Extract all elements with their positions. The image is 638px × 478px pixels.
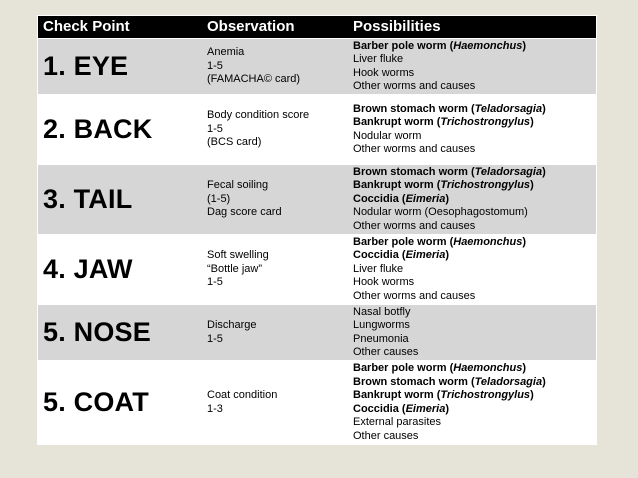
observation-line: 1-5: [207, 332, 223, 345]
observation-line: “Bottle jaw”: [207, 262, 263, 275]
observation-cell: [200, 95, 350, 164]
possibility-text-end: ): [530, 389, 534, 401]
possibility-item: [353, 67, 596, 81]
observation-line: (FAMACHA© card): [207, 73, 301, 86]
scientific-name: Haemonchus: [453, 235, 523, 248]
possibility-item: [353, 403, 596, 417]
possibility-text-end: ): [445, 402, 449, 415]
observation-cell: [200, 165, 350, 234]
possibility-text-end: ): [542, 375, 546, 388]
observation-line: Soft swelling: [207, 249, 269, 262]
possibility-text: Nodular worm (Oesophagostomum): [353, 206, 528, 219]
observation-line: Dag score card: [207, 206, 282, 219]
possibility-item: [353, 319, 596, 333]
possibility-text: Coccidia (: [353, 249, 406, 262]
possibility-text: Pneumonia: [353, 332, 409, 345]
possibility-text: Brown stomach worm (: [353, 165, 475, 178]
possibility-item: [353, 193, 596, 207]
possibility-item: [353, 249, 596, 263]
possibility-text: Coccidia (: [353, 402, 406, 415]
observation-cell: [200, 361, 350, 444]
possibility-item: [353, 116, 596, 130]
observation-line: Anemia: [207, 46, 245, 59]
scientific-name: Trichostrongylus: [440, 116, 531, 128]
possibility-text: Liver fluke: [353, 262, 404, 275]
possibility-text: Brown stomach worm (: [353, 375, 475, 388]
observation-line: Fecal soiling: [207, 179, 269, 192]
possibility-text-end: ): [530, 116, 534, 128]
possibility-item: [353, 376, 596, 390]
possibility-text: Coccidia (: [353, 192, 406, 205]
table-body: [38, 38, 596, 444]
possibility-item: [353, 166, 596, 180]
possibility-text: Other causes: [353, 346, 419, 358]
table-header: [38, 16, 596, 38]
possibility-item: [353, 333, 596, 347]
possibility-item: [353, 53, 596, 67]
possibility-text: Bankrupt worm (: [353, 389, 441, 401]
possibility-text: Hook worms: [353, 66, 415, 79]
possibility-text-end: ): [445, 249, 449, 262]
observation-cell: [200, 39, 350, 94]
possibilities-cell: [350, 305, 596, 360]
possibility-item: [353, 103, 596, 117]
scientific-name: Haemonchus: [453, 362, 523, 374]
possibility-item: [353, 263, 596, 277]
possibilities-cell: [350, 165, 596, 234]
observation-line: (BCS card): [207, 136, 262, 149]
table-row: [38, 234, 596, 304]
possibility-item: [353, 362, 596, 376]
possibility-text-end: ): [542, 165, 546, 178]
check-point-label: 1. EYE: [43, 51, 129, 81]
header-possibilities: Possibilities: [353, 18, 441, 35]
possibility-text: Other worms and causes: [353, 80, 476, 92]
table-row: [38, 164, 596, 234]
check-point-table: [37, 15, 597, 445]
possibility-text-end: ): [530, 179, 534, 192]
scientific-name: Teladorsagia: [474, 102, 543, 115]
table-row: [38, 360, 596, 444]
possibility-item: [353, 80, 596, 94]
header-check-point: Check Point: [43, 18, 130, 35]
table-row: [38, 94, 596, 164]
possibility-text: External parasites: [353, 416, 442, 428]
scientific-name: Eimeria: [405, 249, 446, 262]
possibility-text: Other worms and causes: [353, 143, 476, 155]
possibility-text-end: ): [522, 39, 526, 52]
scientific-name: Teladorsagia: [474, 375, 543, 388]
possibility-item: [353, 206, 596, 220]
header-observation: Observation: [207, 18, 295, 35]
check-point-label: 5. COAT: [43, 387, 149, 417]
observation-cell: [200, 305, 350, 360]
possibilities-cell: [350, 361, 596, 444]
possibility-item: [353, 276, 596, 290]
scientific-name: Teladorsagia: [474, 165, 543, 178]
possibility-text: Barber pole worm (: [353, 235, 454, 248]
observation-line: 1-5: [207, 276, 223, 289]
possibility-text: Bankrupt worm (: [353, 116, 441, 128]
check-point-label: 3. TAIL: [43, 184, 133, 214]
observation-line: 1-3: [207, 402, 223, 415]
possibilities-cell: [350, 95, 596, 164]
possibility-item: [353, 416, 596, 430]
possibility-text: Hook worms: [353, 276, 415, 289]
possibility-item: [353, 306, 596, 320]
possibility-item: [353, 179, 596, 193]
possibility-text: Other causes: [353, 429, 419, 442]
possibility-item: [353, 220, 596, 234]
possibility-text-end: ): [542, 102, 546, 115]
possibility-text: Liver fluke: [353, 53, 404, 65]
possibility-text: Barber pole worm (: [353, 362, 454, 374]
possibility-text-end: ): [522, 235, 526, 248]
scientific-name: Eimeria: [405, 402, 446, 415]
observation-line: (1-5): [207, 192, 231, 205]
possibility-text: Other worms and causes: [353, 219, 476, 232]
scientific-name: Haemonchus: [453, 39, 523, 52]
possibility-item: [353, 430, 596, 444]
possibility-text: Other worms and causes: [353, 289, 476, 302]
observation-line: Body condition score: [207, 109, 310, 122]
possibilities-cell: [350, 235, 596, 304]
scientific-name: Trichostrongylus: [440, 179, 531, 192]
possibility-item: [353, 346, 596, 360]
observation-cell: [200, 235, 350, 304]
possibility-item: [353, 290, 596, 304]
scientific-name: Eimeria: [405, 192, 446, 205]
table-row: [38, 304, 596, 360]
check-point-label: 5. NOSE: [43, 317, 151, 347]
possibility-item: [353, 143, 596, 157]
table-row: [38, 38, 596, 94]
possibility-text: Brown stomach worm (: [353, 102, 475, 115]
possibility-text: Barber pole worm (: [353, 39, 454, 52]
possibility-item: [353, 130, 596, 144]
observation-line: 1-5: [207, 122, 223, 135]
possibility-text: Lungworms: [353, 319, 410, 331]
possibility-text: Nodular worm: [353, 129, 422, 142]
possibility-text-end: ): [522, 362, 526, 374]
possibilities-cell: [350, 39, 596, 94]
possibility-text-end: ): [445, 192, 449, 205]
possibility-text: Nasal botfly: [353, 305, 411, 318]
observation-line: Discharge: [207, 319, 257, 331]
scientific-name: Trichostrongylus: [440, 389, 531, 401]
check-point-label: 2. BACK: [43, 114, 153, 144]
possibility-item: [353, 389, 596, 403]
observation-line: 1-5: [207, 59, 223, 72]
possibility-text: Bankrupt worm (: [353, 179, 441, 192]
observation-line: Coat condition: [207, 389, 278, 401]
possibility-item: [353, 40, 596, 54]
check-point-label: 4. JAW: [43, 254, 133, 284]
possibility-item: [353, 236, 596, 250]
